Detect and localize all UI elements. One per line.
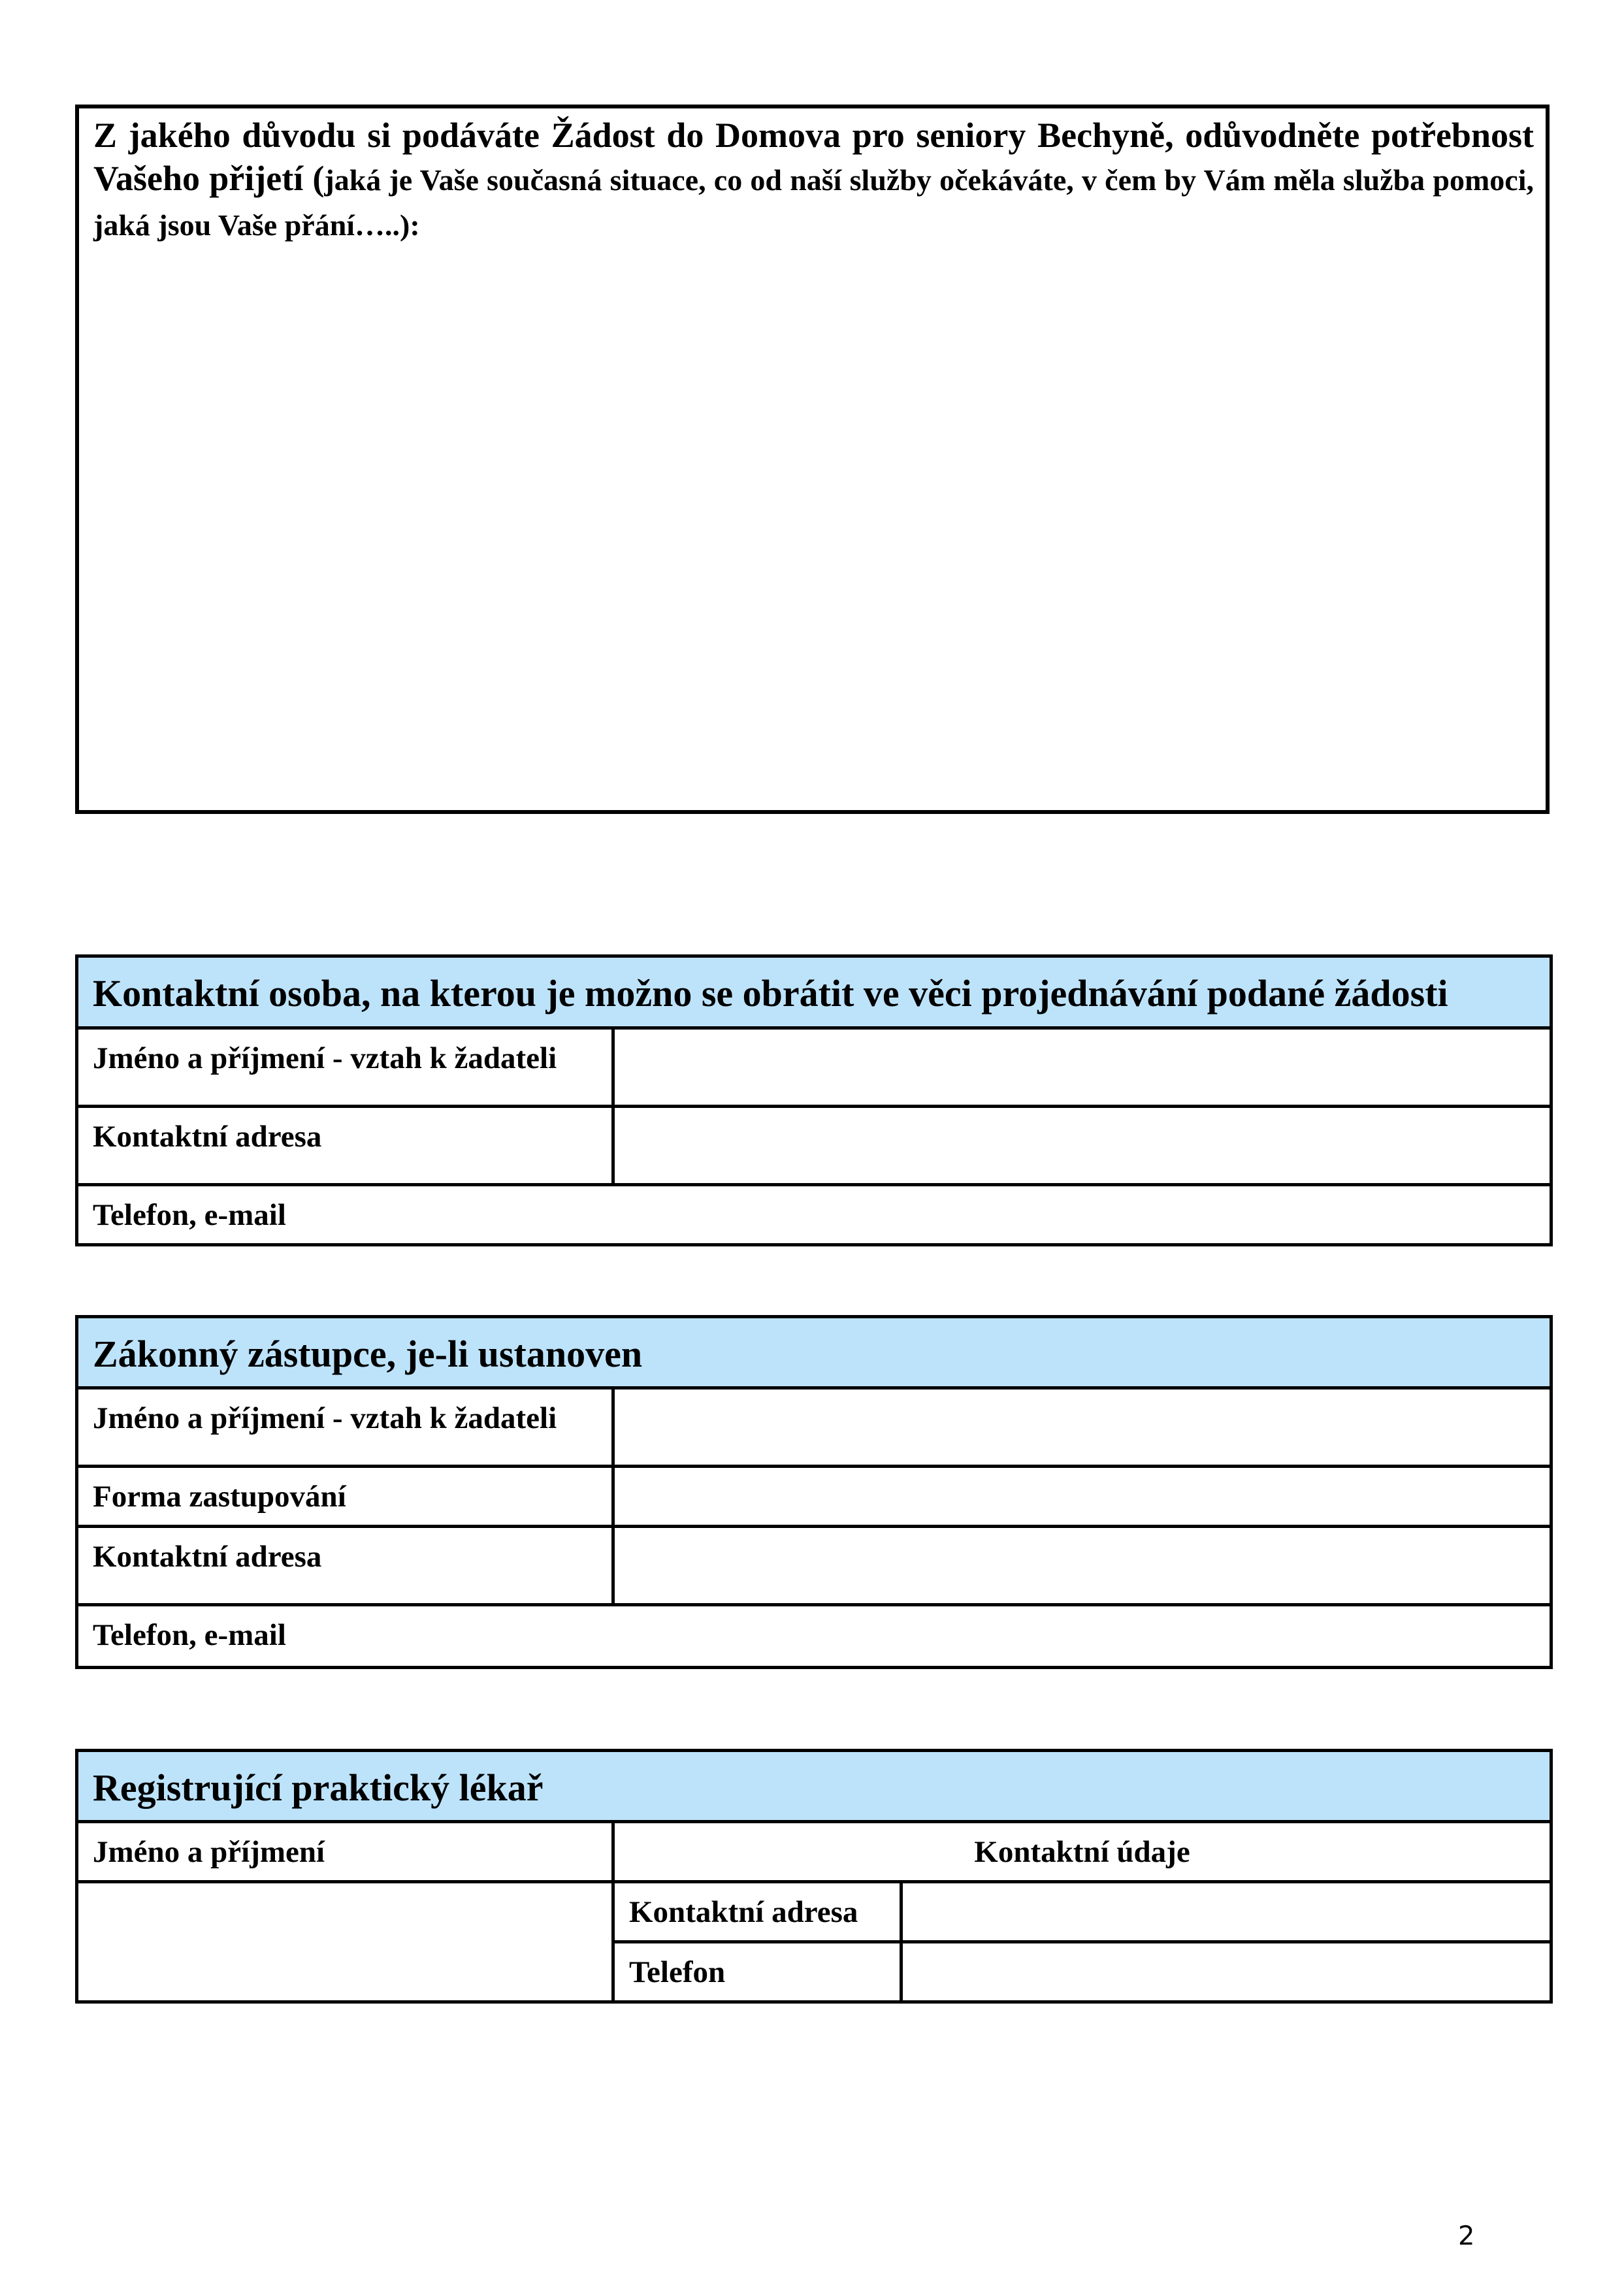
legal-form-field[interactable] bbox=[613, 1467, 1551, 1527]
doctor-address-label: Kontaktní adresa bbox=[613, 1882, 901, 1942]
doctor-contact-label: Kontaktní údaje bbox=[613, 1822, 1551, 1882]
doctor-name-label: Jméno a příjmení bbox=[77, 1822, 613, 1882]
doctor-header: Registrující praktický lékař bbox=[77, 1751, 1551, 1822]
doctor-name-field[interactable] bbox=[77, 1882, 613, 2002]
contact-name-label: Jméno a příjmení - vztah k žadateli bbox=[77, 1028, 613, 1107]
legal-name-field[interactable] bbox=[613, 1388, 1551, 1467]
contact-person-header: Kontaktní osoba, na kterou je možno se obrátit ve věci projednávání podané žádosti bbox=[77, 956, 1551, 1028]
contact-address-field[interactable] bbox=[613, 1107, 1551, 1185]
legal-representative-table bbox=[75, 1315, 1553, 1669]
contact-person-table bbox=[75, 954, 1553, 1246]
legal-name-label: Jméno a příjmení - vztah k žadateli bbox=[77, 1388, 613, 1467]
legal-phone-email-field[interactable] bbox=[77, 1605, 1551, 1668]
legal-representative-header: Zákonný zástupce, je-li ustanoven bbox=[77, 1317, 1551, 1388]
contact-phone-email-label: Telefon, e-mail bbox=[93, 1198, 286, 1232]
contact-address-label: Kontaktní adresa bbox=[77, 1107, 613, 1185]
page-number: 2 bbox=[1458, 2221, 1475, 2251]
legal-form-label: Forma zastupování bbox=[77, 1467, 613, 1527]
contact-phone-email-field[interactable] bbox=[77, 1185, 1551, 1245]
legal-address-label: Kontaktní adresa bbox=[77, 1527, 613, 1605]
legal-address-field[interactable] bbox=[613, 1527, 1551, 1605]
doctor-phone-field[interactable] bbox=[901, 1942, 1551, 2002]
legal-phone-email-label: Telefon, e-mail bbox=[93, 1618, 286, 1652]
reason-question-detail: jaká je Vaše současná situace, co od naší služby očekáváte, v čem by Vám měla služba pomoci, jaká jsou Vaše přání…..): bbox=[93, 163, 1534, 242]
doctor-address-field[interactable] bbox=[901, 1882, 1551, 1942]
doctor-table bbox=[75, 1749, 1553, 2004]
contact-name-field[interactable] bbox=[613, 1028, 1551, 1107]
reason-box[interactable] bbox=[75, 105, 1550, 814]
reason-question-main: Z jakého důvodu si podáváte Žádost do Domova pro seniory Bechyně, odůvodněte potřebnost Vašeho přijetí ( bbox=[93, 116, 1534, 198]
reason-question bbox=[93, 114, 1534, 247]
doctor-phone-label: Telefon bbox=[613, 1942, 901, 2002]
